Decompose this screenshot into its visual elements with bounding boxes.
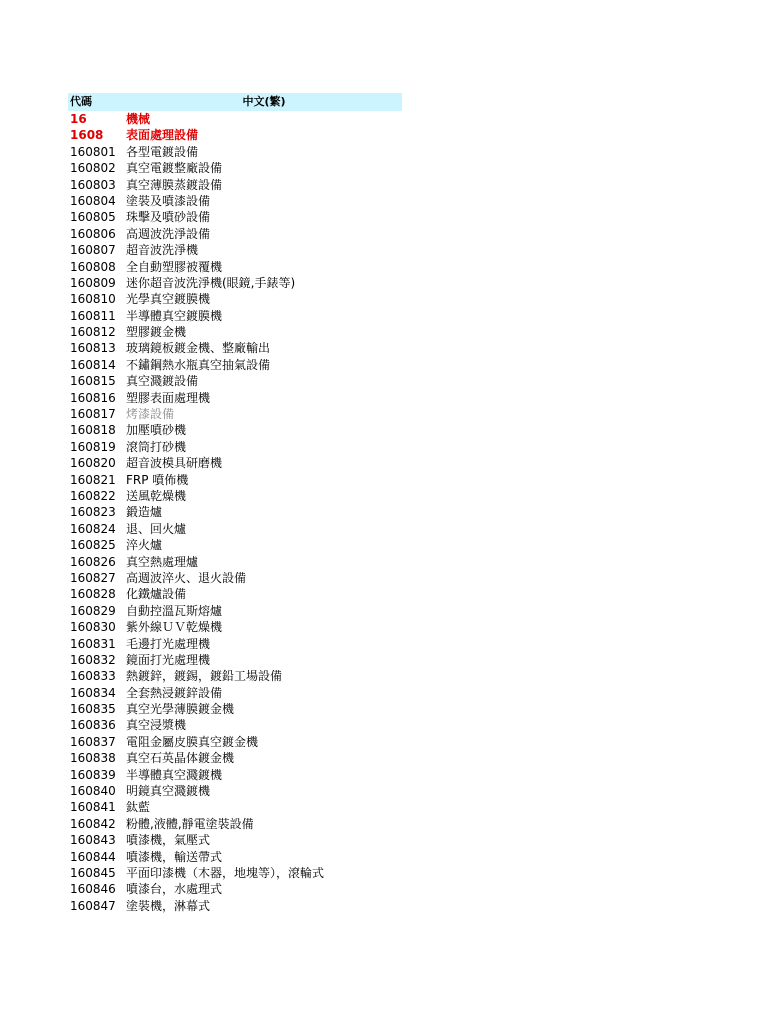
table-row [68,324,402,340]
row-name: 毛邊打光處理機 [126,636,211,651]
row-code: 160823 [70,505,116,520]
row-name: 不鏽鋼熱水瓶真空抽氣設備 [126,357,271,372]
row-code: 160821 [70,472,116,487]
table-row [68,701,402,717]
row-code: 160841 [70,800,116,815]
row-code: 160803 [70,177,116,192]
row-name: 真空薄膜蒸鍍設備 [126,177,223,192]
row-name: 真空石英晶体鍍金機 [126,751,235,766]
row-code: 160811 [70,308,116,323]
row-name: 鏡面打光處理機 [126,652,211,667]
spreadsheet-table [68,93,402,914]
table-row [68,865,402,881]
row-name: 各型電鍍設備 [126,144,199,159]
row-code: 160832 [70,652,116,667]
row-name: 超音波模具研磨機 [126,456,223,471]
row-code: 160833 [70,669,116,684]
row-code: 160827 [70,570,116,585]
header-row [68,93,402,111]
table-row [68,357,402,373]
row-name: 真空濺鍍設備 [126,374,199,389]
row-code: 160843 [70,833,116,848]
row-name: 粉體,液體,靜電塗裝設備 [126,816,254,831]
table-row [68,734,402,750]
row-code: 160844 [70,849,116,864]
table-row [68,275,402,291]
row-name: FRP 噴佈機 [126,472,189,487]
row-name: 退、回火爐 [126,521,187,536]
row-code: 160808 [70,259,116,274]
table-row [68,390,402,406]
table-row [68,849,402,865]
row-name: 噴漆機，輸送帶式 [126,849,223,864]
table-row [68,160,402,176]
table-row [68,504,402,520]
row-name: 電阻金屬皮膜真空鍍金機 [126,734,259,749]
table-row [68,111,402,127]
table-row [68,439,402,455]
table-row [68,586,402,602]
row-name: 烤漆設備 [126,407,175,422]
row-code: 160822 [70,488,116,503]
row-name: 高週波洗淨設備 [126,226,211,241]
row-name: 噴漆機，氣壓式 [126,833,211,848]
row-name: 真空熱處理爐 [126,554,199,569]
row-name: 明鏡真空濺鍍機 [126,784,211,799]
table-row [68,308,402,324]
row-name: 迷你超音波洗淨機(眼鏡,手錶等) [126,275,296,290]
table-row [68,881,402,897]
row-name: 鍛造爐 [126,505,163,520]
row-code: 160826 [70,554,116,569]
row-name: 淬火爐 [126,538,163,553]
table-row [68,570,402,586]
row-code: 160836 [70,718,116,733]
row-name: 超音波洗淨機 [126,243,199,258]
table-row [68,373,402,389]
row-name: 半導體真空濺鍍機 [126,767,223,782]
row-code: 160846 [70,882,116,897]
row-code: 160812 [70,325,116,340]
row-code: 160837 [70,734,116,749]
row-code: 160829 [70,603,116,618]
name-column-header: 中文(繁) [242,95,286,108]
table-row [68,521,402,537]
table-row [68,209,402,225]
table-row [68,291,402,307]
row-code: 160835 [70,702,116,717]
table-row [68,783,402,799]
row-name: 全自動塑膠被覆機 [126,259,223,274]
row-code: 160801 [70,144,116,159]
row-code: 16 [70,112,87,126]
table-row [68,488,402,504]
row-name: 滾筒打砂機 [126,439,187,454]
table-row [68,799,402,815]
table-row [68,259,402,275]
row-code: 160828 [70,587,116,602]
row-code: 160815 [70,374,116,389]
row-name: 自動控溫瓦斯熔爐 [126,603,223,618]
row-name: 半導體真空鍍膜機 [126,308,223,323]
row-name: 塑膠鍍金機 [126,325,187,340]
table-row [68,242,402,258]
row-name: 紫外線ＵＶ乾燥機 [126,620,223,635]
row-name: 熱鍍鋅，鍍錫，鍍鉛工場設備 [126,669,283,684]
table-row [68,127,402,143]
row-name: 送風乾燥機 [126,488,187,503]
row-code: 160825 [70,538,116,553]
table-row [68,668,402,684]
row-name: 真空光學薄膜鍍金機 [126,702,235,717]
table-body [68,111,402,914]
table-row [68,685,402,701]
row-name: 真空電鍍整廠設備 [126,161,223,176]
table-row [68,832,402,848]
row-name: 光學真空鍍膜機 [126,292,211,307]
row-code: 160810 [70,292,116,307]
code-column-header: 代碼 [70,95,92,108]
row-code: 160819 [70,439,116,454]
row-code: 160804 [70,193,116,208]
table-row [68,767,402,783]
row-name: 機械 [126,112,151,126]
table-row [68,340,402,356]
row-name: 真空浸漿機 [126,718,187,733]
table-row [68,193,402,209]
row-code: 160840 [70,784,116,799]
row-code: 160813 [70,341,116,356]
row-name: 加壓噴砂機 [126,423,187,438]
row-name: 玻璃鏡板鍍金機、整廠輸出 [126,341,271,356]
row-code: 160818 [70,423,116,438]
row-name: 噴漆台，水處理式 [126,882,223,897]
row-name: 平面印漆機（木器，地塊等），滾輪式 [126,865,325,880]
row-code: 160805 [70,210,116,225]
row-code: 160830 [70,620,116,635]
row-code: 160831 [70,636,116,651]
row-code: 160807 [70,243,116,258]
row-name: 塗裝及噴漆設備 [126,193,211,208]
table-row [68,455,402,471]
row-code: 160842 [70,816,116,831]
row-code: 160802 [70,161,116,176]
table-row [68,750,402,766]
row-code: 160838 [70,751,116,766]
row-code: 160809 [70,275,116,290]
row-name: 高週波淬火、退火設備 [126,570,247,585]
row-code: 1608 [70,128,104,143]
table-row [68,422,402,438]
table-row [68,406,402,422]
table-row [68,177,402,193]
table-row [68,652,402,668]
table-row [68,619,402,635]
table-row [68,717,402,733]
row-code: 160816 [70,390,116,405]
table-row [68,898,402,914]
table-row [68,603,402,619]
row-name: 鈦藍 [126,800,151,815]
row-name: 塑膠表面處理機 [126,390,211,405]
table-row [68,144,402,160]
table-row [68,537,402,553]
row-name: 化鐵爐設備 [126,587,187,602]
row-code: 160820 [70,456,116,471]
table-row [68,472,402,488]
row-code: 160806 [70,226,116,241]
table-row [68,816,402,832]
row-code: 160839 [70,767,116,782]
row-code: 160817 [70,407,116,422]
row-code: 160845 [70,865,116,880]
row-name: 全套熱浸鍍鋅設備 [126,685,223,700]
row-code: 160814 [70,357,116,372]
table-row [68,226,402,242]
table-row [68,554,402,570]
row-code: 160847 [70,898,116,913]
table-row [68,636,402,652]
row-name: 塗裝機，淋幕式 [126,898,211,913]
row-name: 珠擊及噴砂設備 [126,210,211,225]
row-code: 160824 [70,521,116,536]
row-name: 表面處理設備 [126,128,199,143]
row-code: 160834 [70,685,116,700]
